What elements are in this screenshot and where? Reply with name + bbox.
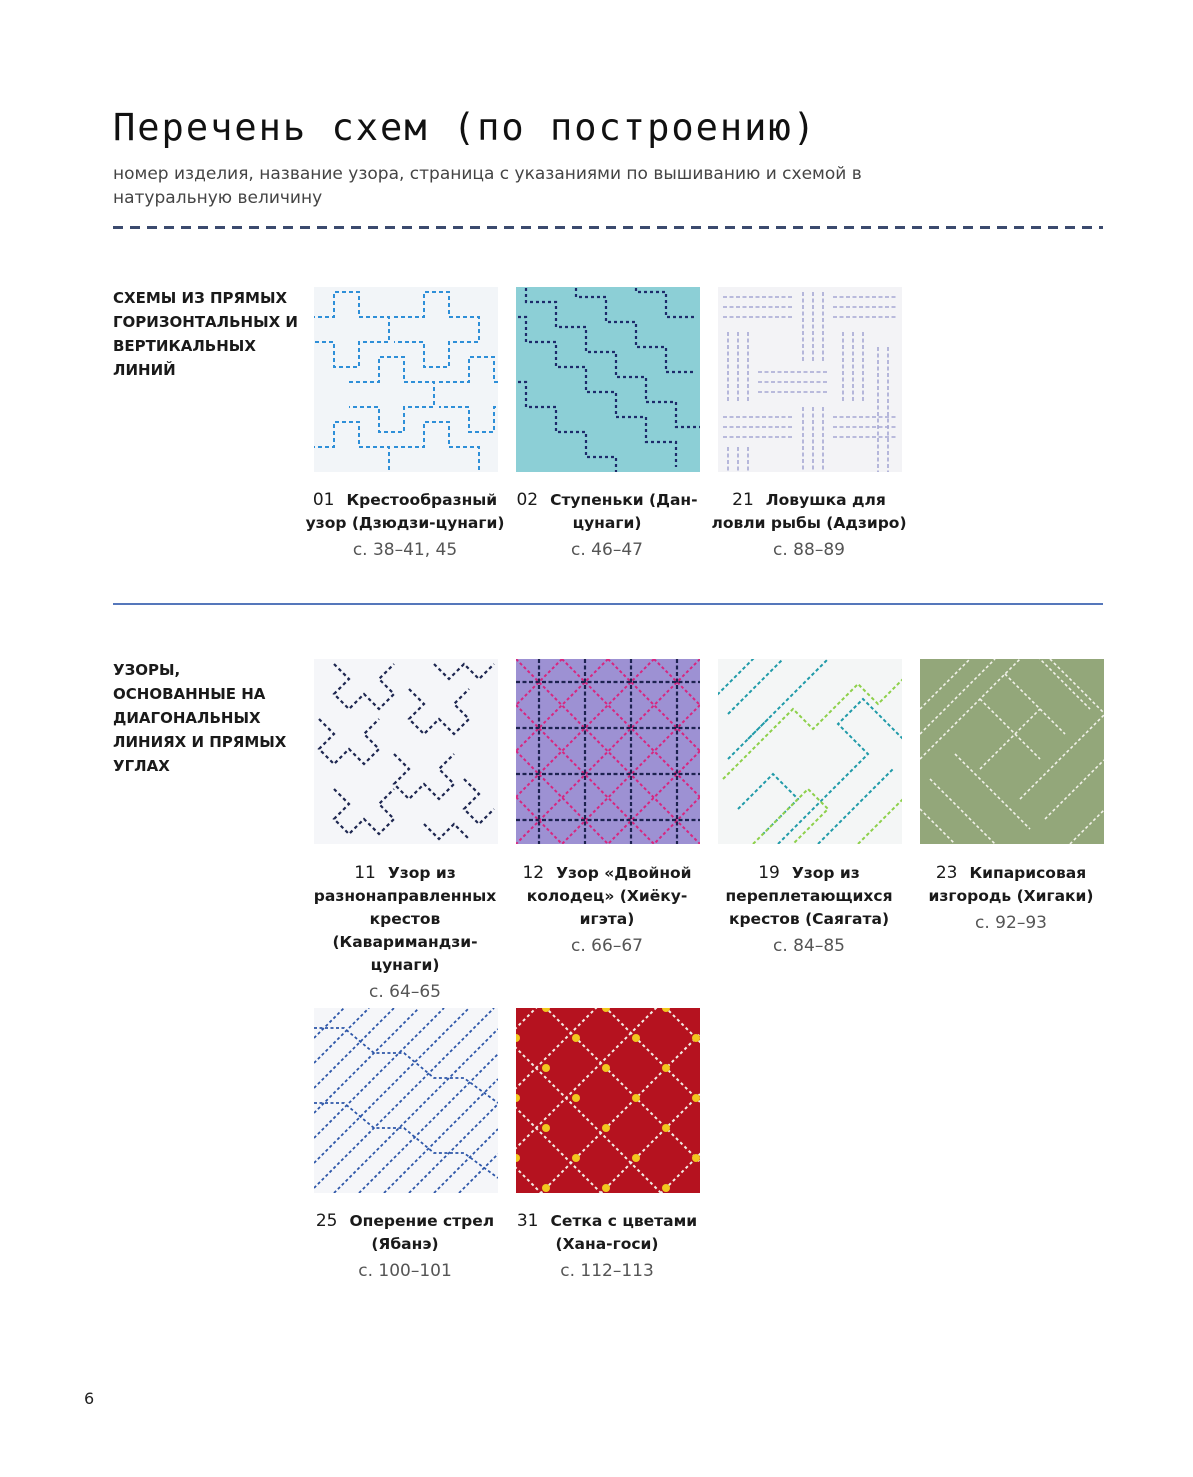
item-name: Кипарисовая изгородь (Хигаки) [928,864,1094,905]
caption-31 [507,1210,707,1283]
page-subtitle: номер изделия, название узора, страница с указаниями по вышиванию и схемой в натуральную величину [113,164,862,208]
item-name: Ловушка для ловли рыбы (Адзиро) [711,491,907,532]
section-label-straight-lines: СХЕМЫ ИЗ ПРЯМЫХ ГОРИЗОНТАЛЬНЫХ И ВЕРТИКАЛЬНЫХ ЛИНИЙ [113,289,298,379]
item-number: 21 [732,490,754,510]
item-number: 12 [522,863,545,883]
item-pages: с. 100–101 [358,1261,452,1281]
section-label-diagonal-lines: УЗОРЫ, ОСНОВАННЫЕ НА ДИАГОНАЛЬНЫХ ЛИНИЯХ И ПРЯМЫХ УГЛАХ [113,661,287,775]
swatch-hiyoku-igeta [516,659,700,844]
item-pages: с. 64–65 [369,982,441,1002]
swatch-hana-goshi [516,1008,700,1193]
item-name: Оперение стрел (Ябанэ) [349,1212,495,1253]
item-pages: с. 92–93 [975,913,1047,933]
item-pages: с. 66–67 [571,936,643,956]
section-divider [113,603,1103,605]
caption-12 [507,862,707,958]
stitched-divider [113,226,1103,229]
swatch-juji-tsunagi [314,287,498,472]
item-number: 19 [758,863,780,883]
item-name: Узор из разнонаправленных крестов (Каваримандзи-цунаги) [313,864,497,974]
swatch-sayagata [718,659,902,844]
swatch-higaki [920,659,1104,844]
item-pages: с. 112–113 [560,1261,654,1281]
item-name: Крестообразный узор (Дзюдзи-цунаги) [305,491,505,532]
swatch-yabane [314,1008,498,1193]
item-name: Узор из переплетающихся крестов (Саягата) [725,864,893,928]
item-number: 31 [516,1211,539,1231]
item-name: Ступеньки (Дан-цунаги) [550,491,698,532]
caption-01 [305,489,505,562]
page-title: Перечень схем (по построению) [113,106,818,149]
swatch-ajiro [718,287,902,472]
item-pages: с. 38–41, 45 [352,540,458,560]
item-pages: с. 88–89 [773,540,845,560]
caption-19 [709,862,909,958]
item-number: 11 [354,863,376,883]
item-pages: с. 84–85 [773,936,845,956]
caption-21 [709,489,909,562]
item-number: 01 [312,490,335,510]
caption-11 [305,862,505,1004]
page-number: 6 [84,1389,95,1408]
item-pages: с. 46–47 [571,540,643,560]
caption-25 [305,1210,505,1283]
item-number: 23 [935,863,958,883]
item-number: 02 [516,490,539,510]
caption-02 [507,489,707,562]
swatch-kawarimanji-tsunagi [314,659,498,844]
swatch-dan-tsunagi [516,287,700,472]
item-name: Узор «Двойной колодец» (Хиёку-игэта) [526,864,692,928]
caption-23 [911,862,1111,935]
item-name: Сетка с цветами (Хана-госи) [550,1212,698,1253]
item-number: 25 [315,1211,338,1231]
